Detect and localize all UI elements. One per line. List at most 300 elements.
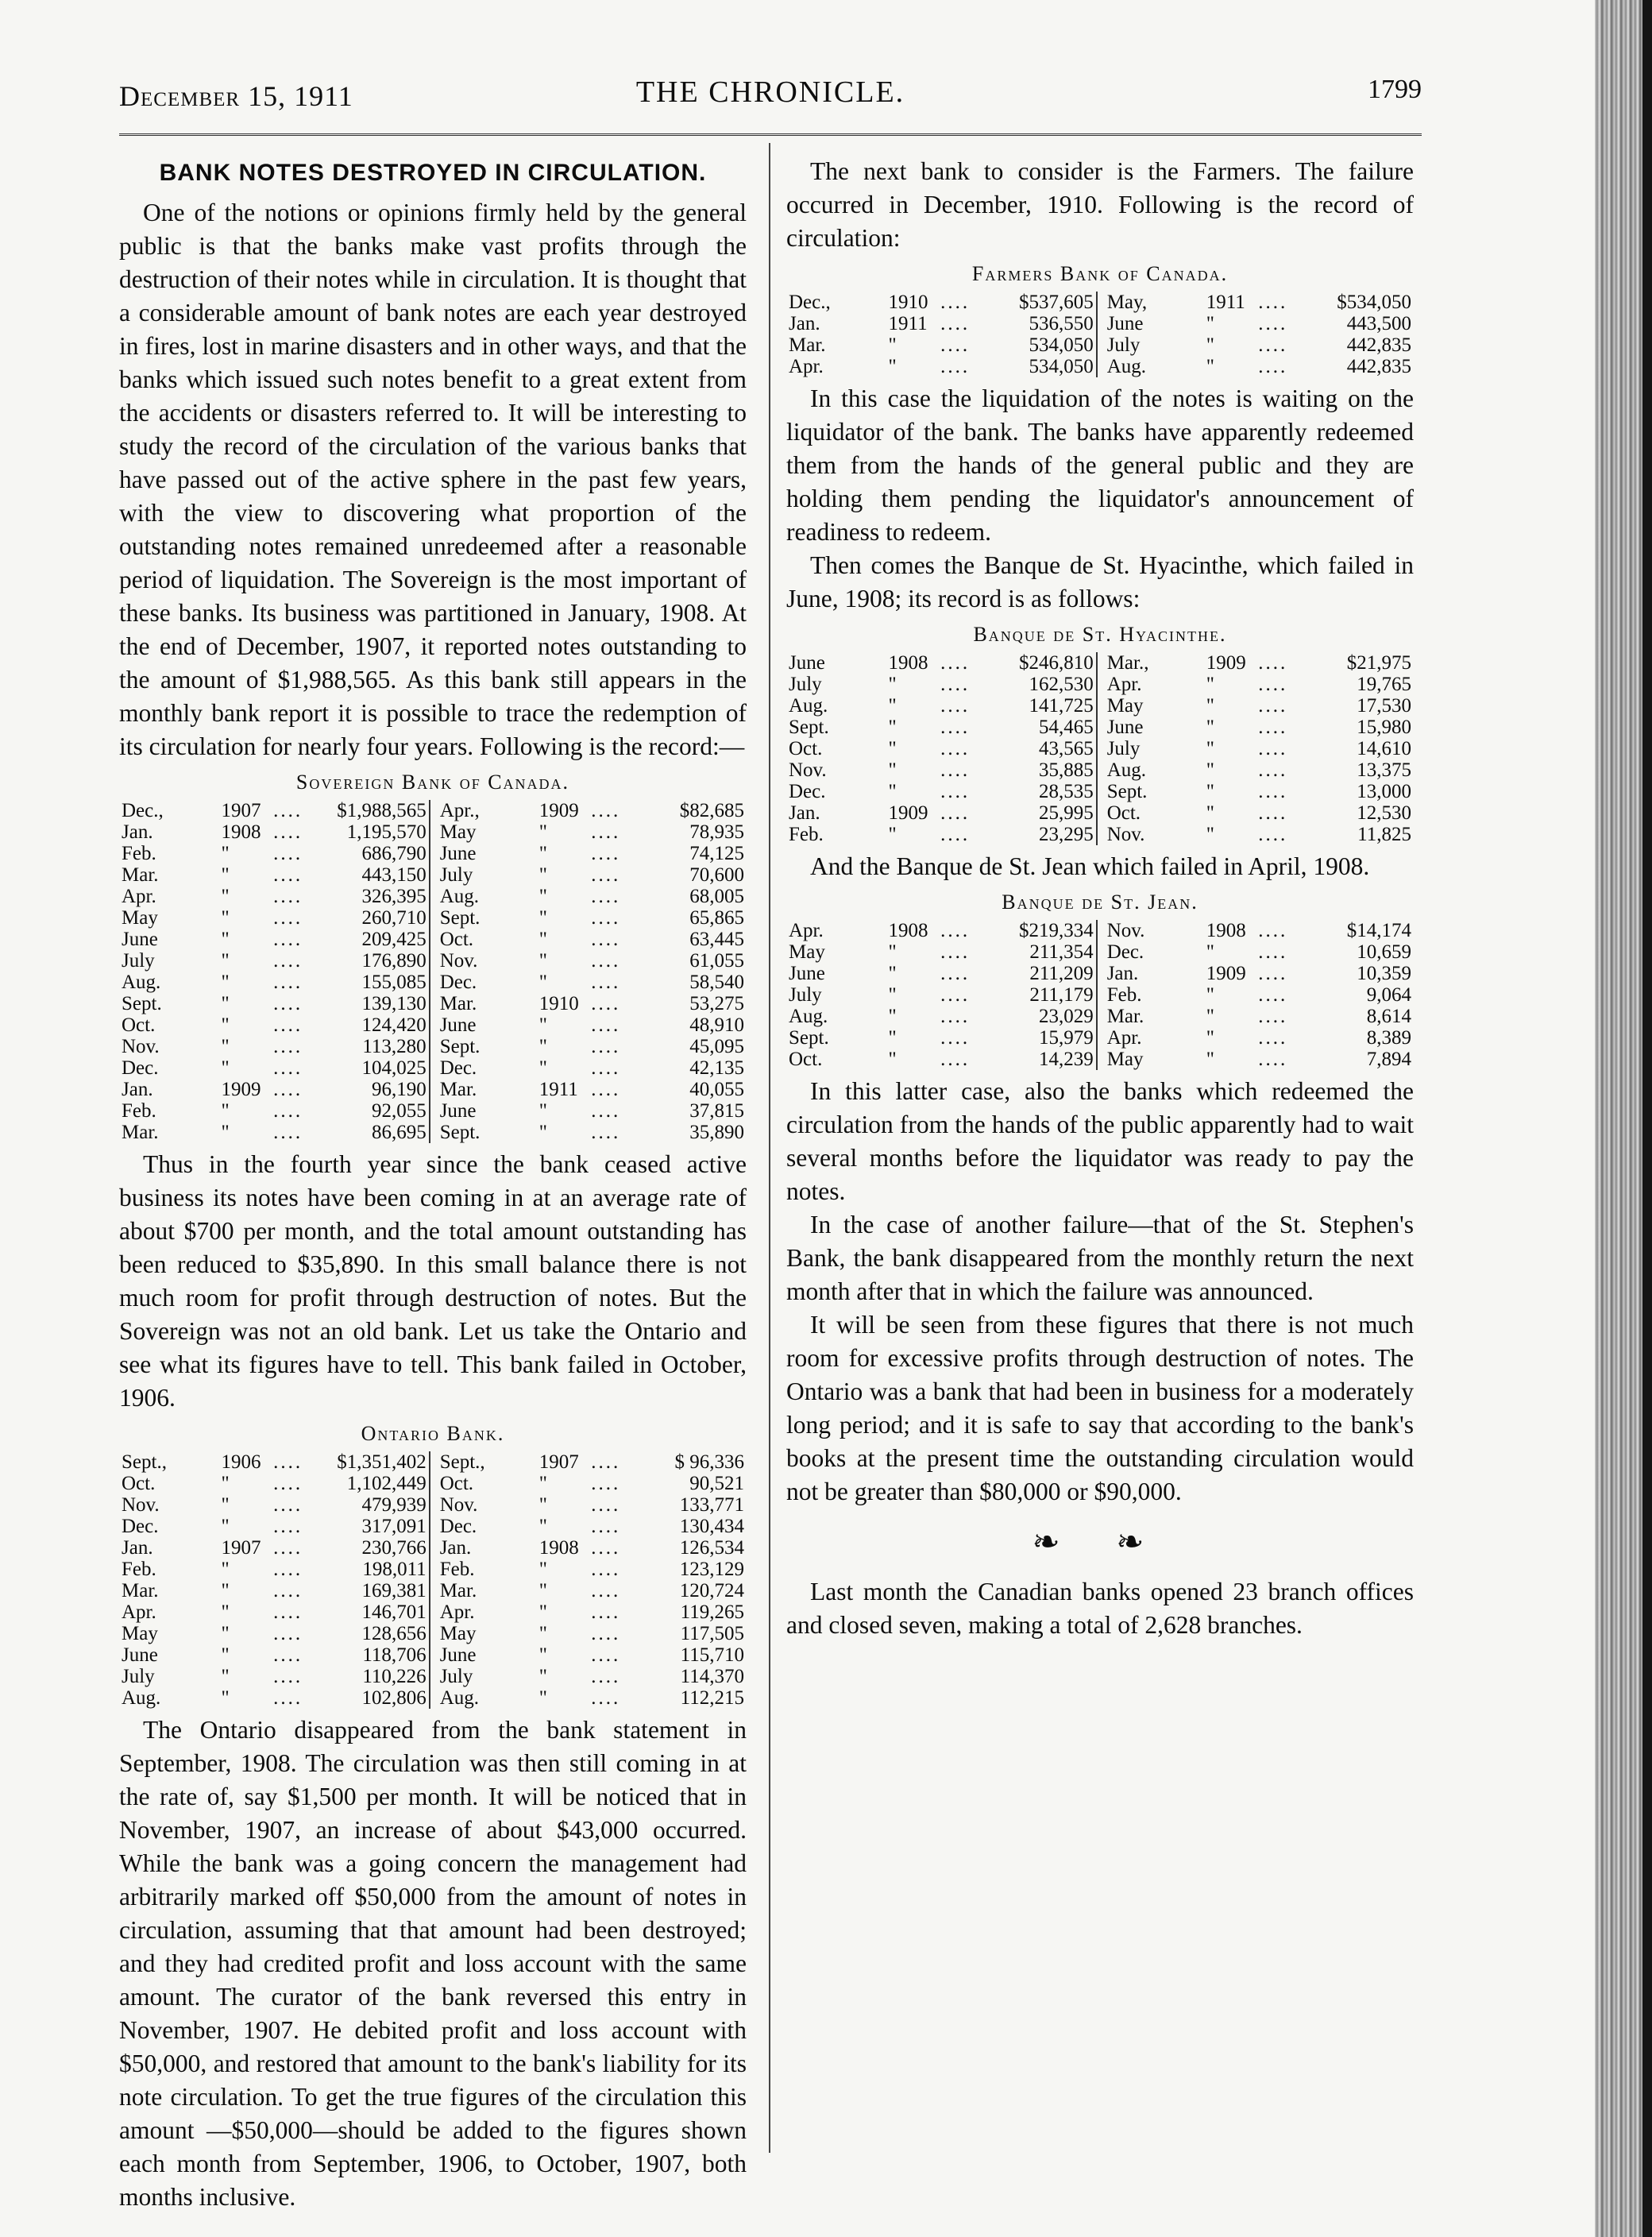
- table-cell: 104,025: [361, 1057, 427, 1079]
- table-cell: ": [221, 1516, 230, 1537]
- leader-dots: ....: [591, 972, 621, 993]
- table-row: [786, 920, 1414, 941]
- table-cell: July: [789, 984, 822, 1006]
- table-cell: June: [430, 1014, 537, 1036]
- table-cell: Aug.: [789, 695, 828, 717]
- table-cell: Aug.: [430, 886, 537, 907]
- table-cell: Apr.: [1097, 1027, 1204, 1049]
- table-cell: June: [430, 843, 537, 864]
- table-cell: 35,890: [689, 1122, 744, 1143]
- leader-dots: ....: [591, 1516, 621, 1537]
- table-cell: 115,710: [680, 1644, 744, 1666]
- leader-dots: ....: [1258, 674, 1288, 695]
- table-row: [119, 972, 747, 993]
- table-cell: ": [538, 1122, 547, 1143]
- table-cell: 1907: [221, 1537, 261, 1559]
- leader-dots: ....: [273, 1644, 303, 1666]
- table-cell: ": [888, 334, 897, 356]
- table-cell: 1906: [221, 1451, 261, 1473]
- leader-dots: ....: [273, 1580, 303, 1601]
- table-cell: ": [1206, 334, 1214, 356]
- table-cell: 139,130: [361, 993, 427, 1014]
- table-cell: 1909: [538, 800, 579, 821]
- table-cell: Nov.: [1097, 920, 1204, 941]
- table-cell: Mar.: [122, 1580, 159, 1601]
- table-row: [119, 1601, 747, 1623]
- table-cell: May: [789, 941, 825, 963]
- leader-dots: ....: [591, 929, 621, 950]
- table-cell: Sept.,: [430, 1451, 537, 1473]
- table-cell: 19,765: [1357, 674, 1411, 695]
- table-cell: Oct.: [430, 929, 537, 950]
- table-cell: Oct.: [430, 1473, 537, 1494]
- table-cell: ": [221, 1687, 230, 1709]
- table-cell: ": [538, 843, 547, 864]
- table-cell: 146,701: [361, 1601, 427, 1623]
- leader-dots: ....: [1258, 695, 1288, 717]
- table-row: [119, 1516, 747, 1537]
- table-cell: 443,150: [361, 864, 427, 886]
- table-cell: ": [1206, 984, 1214, 1006]
- table-cell: Jan.: [122, 1079, 153, 1100]
- table-cell: 1909: [888, 802, 928, 824]
- table-cell: 28,535: [1038, 781, 1094, 802]
- table-cell: ": [538, 1057, 547, 1079]
- table-cell: May: [1097, 695, 1204, 717]
- table-cell: 209,425: [361, 929, 427, 950]
- leader-dots: ....: [273, 843, 303, 864]
- table-cell: Jan.: [789, 313, 820, 334]
- table-row: [119, 1036, 747, 1057]
- table-cell: $537,605: [1018, 292, 1094, 313]
- table-cell: ": [221, 1559, 230, 1580]
- table-cell: Aug.: [430, 1687, 537, 1709]
- table-row: [119, 907, 747, 929]
- leader-dots: ....: [591, 1122, 621, 1143]
- leader-dots: ....: [940, 781, 971, 802]
- table-cell: 141,725: [1029, 695, 1094, 717]
- table-cell: 198,011: [362, 1559, 427, 1580]
- table-cell: Dec.,: [122, 800, 164, 821]
- leader-dots: ....: [591, 1494, 621, 1516]
- table-cell: ": [1206, 781, 1214, 802]
- table-row: [119, 1014, 747, 1036]
- table-cell: 1907: [221, 800, 261, 821]
- header-rule: [119, 133, 1422, 136]
- leader-dots: ....: [273, 1516, 303, 1537]
- table-ontario: [119, 1451, 747, 1709]
- table-cell: Apr.: [789, 920, 824, 941]
- table-cell: 86,695: [371, 1122, 427, 1143]
- table-cell: 260,710: [361, 907, 427, 929]
- table-cell: ": [1206, 1027, 1214, 1049]
- leader-dots: ....: [940, 1027, 971, 1049]
- leader-dots: ....: [1258, 781, 1288, 802]
- leader-dots: ....: [940, 695, 971, 717]
- table-cell: 118,706: [362, 1644, 427, 1666]
- leader-dots: ....: [273, 1473, 303, 1494]
- table-cell: 534,050: [1029, 356, 1094, 377]
- leader-dots: ....: [940, 356, 971, 377]
- table-cell: 48,910: [689, 1014, 744, 1036]
- table-cell: June: [122, 1644, 158, 1666]
- table-cell: ": [221, 1473, 230, 1494]
- table-row: [786, 738, 1414, 759]
- table-cell: 120,724: [679, 1580, 744, 1601]
- table-row: [786, 1027, 1414, 1049]
- paragraph-sovereign-summary: Thus in the fourth year since the bank ceased active business its notes have been coming in at an average rate of about $700 per month, and the total amount outstanding has been reduced to $35,890. In this small balance there is not much room for profit through destruction of notes. But the Sovereign was not an old bank. Let us take the Ontario and see what its figures have to tell. This bank failed in October, 1906.: [119, 1150, 747, 1412]
- paragraph-branch-note: Last month the Canadian banks opened 23 branch offices and closed seven, making a total of 2,628 branches.: [786, 1578, 1414, 1639]
- fleuron-ornament: ❧ ❧: [1032, 1524, 1168, 1561]
- table-cell: Nov.: [430, 1494, 537, 1516]
- table-cell: June: [430, 1644, 537, 1666]
- leader-dots: ....: [940, 963, 971, 984]
- table-cell: 113,280: [362, 1036, 427, 1057]
- leader-dots: ....: [940, 313, 971, 334]
- table-cell: Nov.: [430, 950, 537, 972]
- table-cell: 42,135: [689, 1057, 744, 1079]
- leader-dots: ....: [273, 950, 303, 972]
- leader-dots: ....: [940, 941, 971, 963]
- table-cell: ": [1206, 802, 1214, 824]
- leader-dots: ....: [591, 1666, 621, 1687]
- table-row: [786, 292, 1414, 313]
- table-cell: ": [221, 1623, 230, 1644]
- table-cell: Jan.: [789, 802, 820, 824]
- leader-dots: ....: [940, 652, 971, 674]
- table-cell: ": [888, 674, 897, 695]
- leader-dots: ....: [273, 864, 303, 886]
- leader-dots: ....: [591, 1473, 621, 1494]
- table-row: [786, 963, 1414, 984]
- leader-dots: ....: [273, 1036, 303, 1057]
- table-cell: 1908: [888, 920, 928, 941]
- table-title-sovereign: Sovereign Bank of Canada.: [295, 771, 570, 794]
- table-cell: 536,550: [1029, 313, 1094, 334]
- table-row: [119, 886, 747, 907]
- table-cell: ": [538, 1494, 547, 1516]
- table-cell: 14,610: [1357, 738, 1411, 759]
- leader-dots: ....: [1258, 356, 1288, 377]
- table-cell: 211,179: [1029, 984, 1094, 1006]
- table-row: [119, 1079, 747, 1100]
- leader-dots: ....: [273, 1666, 303, 1687]
- table-cell: Dec.: [430, 1057, 537, 1079]
- table-cell: ": [1206, 313, 1214, 334]
- table-row: [119, 864, 747, 886]
- leader-dots: ....: [940, 717, 971, 738]
- leader-dots: ....: [940, 1049, 971, 1070]
- table-cell: ": [538, 1014, 547, 1036]
- table-cell: 8,389: [1366, 1027, 1411, 1049]
- leader-dots: ....: [591, 1623, 621, 1644]
- table-row: [119, 929, 747, 950]
- table-cell: 58,540: [689, 972, 744, 993]
- table-cell: ": [538, 950, 547, 972]
- leader-dots: ....: [591, 821, 621, 843]
- table-cell: 7,894: [1366, 1049, 1411, 1070]
- table-cell: Apr.: [122, 886, 156, 907]
- table-cell: Nov.: [1097, 824, 1204, 845]
- table-cell: $219,334: [1018, 920, 1094, 941]
- table-cell: Apr.: [789, 356, 824, 377]
- leader-dots: ....: [591, 1057, 621, 1079]
- page-edge: [1595, 0, 1642, 2237]
- table-cell: May: [122, 907, 158, 929]
- table-cell: $1,351,402: [337, 1451, 427, 1473]
- table-row: [119, 1473, 747, 1494]
- table-row: [119, 1451, 747, 1473]
- table-cell: 442,835: [1346, 356, 1411, 377]
- table-cell: ": [888, 984, 897, 1006]
- paragraph-hyacinthe-intro: Then comes the Banque de St. Hyacinthe, which failed in June, 1908; its record is as follows:: [786, 551, 1414, 612]
- table-cell: Mar.: [430, 1580, 537, 1601]
- table-cell: ": [221, 843, 230, 864]
- table-row: [119, 1666, 747, 1687]
- table-cell: May: [430, 821, 537, 843]
- leader-dots: ....: [591, 1014, 621, 1036]
- table-row: [119, 1537, 747, 1559]
- table-cell: 1910: [538, 993, 579, 1014]
- leader-dots: ....: [273, 1057, 303, 1079]
- table-cell: Feb.: [1097, 984, 1204, 1006]
- table-cell: 15,980: [1357, 717, 1411, 738]
- table-cell: Jan.: [1097, 963, 1204, 984]
- leader-dots: ....: [1258, 717, 1288, 738]
- table-cell: $1,988,565: [337, 800, 427, 821]
- table-cell: ": [538, 1687, 547, 1709]
- table-cell: Dec.: [122, 1516, 159, 1537]
- table-cell: 1907: [538, 1451, 579, 1473]
- table-cell: Mar.: [430, 993, 537, 1014]
- table-cell: Dec.: [1097, 941, 1204, 963]
- table-cell: ": [888, 1027, 897, 1049]
- table-row: [786, 356, 1414, 377]
- table-cell: ": [221, 1580, 230, 1601]
- page-number: 1799: [1368, 75, 1422, 104]
- table-row: [119, 1100, 747, 1122]
- table-cell: ": [221, 972, 230, 993]
- table-cell: Aug.: [1097, 759, 1204, 781]
- leader-dots: ....: [1258, 802, 1288, 824]
- leader-dots: ....: [591, 1079, 621, 1100]
- table-row: [786, 1049, 1414, 1070]
- table-title-jean: Banque de St. Jean.: [1002, 891, 1198, 914]
- leader-dots: ....: [1258, 1049, 1288, 1070]
- table-cell: Apr.,: [430, 800, 537, 821]
- table-cell: ": [538, 1644, 547, 1666]
- table-cell: ": [221, 886, 230, 907]
- table-cell: ": [538, 864, 547, 886]
- table-cell: Feb.: [122, 843, 156, 864]
- table-jean: [786, 920, 1414, 1070]
- table-row: [786, 941, 1414, 963]
- paragraph-jean-summary: In this latter case, also the banks which redeemed the circulation from the hands of the public apparently had to wait several months before the liquidator was ready to pay the notes.: [786, 1077, 1414, 1205]
- table-cell: 1911: [1206, 292, 1245, 313]
- table-cell: $534,050: [1337, 292, 1411, 313]
- table-cell: 128,656: [361, 1623, 427, 1644]
- leader-dots: ....: [273, 1623, 303, 1644]
- table-cell: 35,885: [1038, 759, 1094, 781]
- table-cell: ": [1206, 1006, 1214, 1027]
- table-row: [786, 695, 1414, 717]
- leader-dots: ....: [940, 1006, 971, 1027]
- table-cell: ": [538, 1559, 547, 1580]
- table-cell: 317,091: [361, 1516, 427, 1537]
- table-cell: 61,055: [689, 950, 744, 972]
- table-cell: ": [888, 781, 897, 802]
- table-cell: Mar.: [122, 1122, 159, 1143]
- table-cell: 8,614: [1366, 1006, 1411, 1027]
- table-cell: ": [538, 886, 547, 907]
- table-cell: Feb.: [789, 824, 824, 845]
- table-cell: Mar.: [430, 1079, 537, 1100]
- table-cell: ": [888, 356, 897, 377]
- leader-dots: ....: [273, 1451, 303, 1473]
- table-row: [786, 802, 1414, 824]
- leader-dots: ....: [1258, 738, 1288, 759]
- table-cell: 25,995: [1038, 802, 1094, 824]
- table-cell: ": [1206, 356, 1214, 377]
- leader-dots: ....: [1258, 652, 1288, 674]
- table-cell: ": [221, 907, 230, 929]
- leader-dots: ....: [940, 920, 971, 941]
- leader-dots: ....: [940, 292, 971, 313]
- leader-dots: ....: [591, 1580, 621, 1601]
- table-cell: May,: [1097, 292, 1204, 313]
- leader-dots: ....: [940, 824, 971, 845]
- table-cell: 10,659: [1357, 941, 1411, 963]
- table-cell: 65,865: [689, 907, 744, 929]
- table-cell: 176,890: [361, 950, 427, 972]
- table-cell: Nov.: [122, 1494, 160, 1516]
- table-cell: Dec.: [789, 781, 826, 802]
- table-row: [119, 821, 747, 843]
- paragraph-conclusion: It will be seen from these figures that there is not much room for excessive profits through destruction of notes. The Ontario was a bank that had been in business for a moderately long period; and it is safe to say that according to the bank's books at the present time the outstanding circulation would not be greater than $80,000 or $90,000.: [786, 1311, 1414, 1505]
- leader-dots: ....: [591, 1601, 621, 1623]
- table-cell: Sept.,: [122, 1451, 167, 1473]
- table-cell: 14,239: [1038, 1049, 1094, 1070]
- table-cell: Sept.: [430, 1122, 537, 1143]
- table-cell: 74,125: [689, 843, 744, 864]
- column-divider: [769, 143, 770, 2153]
- table-cell: Oct.: [1097, 802, 1204, 824]
- leader-dots: ....: [940, 984, 971, 1006]
- table-row: [119, 843, 747, 864]
- table-cell: 169,381: [361, 1580, 427, 1601]
- table-cell: ": [888, 695, 897, 717]
- table-cell: June: [430, 1100, 537, 1122]
- table-cell: 230,766: [361, 1537, 427, 1559]
- table-cell: $21,975: [1346, 652, 1411, 674]
- table-cell: 211,354: [1029, 941, 1094, 963]
- table-cell: 63,445: [689, 929, 744, 950]
- table-row: [786, 313, 1414, 334]
- table-cell: June: [789, 963, 825, 984]
- table-cell: 114,370: [680, 1666, 744, 1687]
- table-cell: ": [1206, 674, 1214, 695]
- table-cell: 78,935: [689, 821, 744, 843]
- table-cell: July: [122, 950, 155, 972]
- table-cell: July: [789, 674, 822, 695]
- table-hyacinthe: [786, 652, 1414, 845]
- table-cell: ": [221, 1494, 230, 1516]
- table-cell: Dec.: [122, 1057, 159, 1079]
- table-cell: 15,979: [1038, 1027, 1094, 1049]
- table-cell: $14,174: [1346, 920, 1411, 941]
- table-cell: 1908: [221, 821, 261, 843]
- table-cell: 13,375: [1357, 759, 1411, 781]
- leader-dots: ....: [1258, 313, 1288, 334]
- table-cell: Apr.: [430, 1601, 537, 1623]
- table-row: [786, 652, 1414, 674]
- table-cell: May: [122, 1623, 158, 1644]
- table-cell: 9,064: [1366, 984, 1411, 1006]
- table-cell: Feb.: [430, 1559, 537, 1580]
- leader-dots: ....: [1258, 1027, 1288, 1049]
- table-row: [119, 993, 747, 1014]
- table-cell: $246,810: [1018, 652, 1094, 674]
- table-cell: Feb.: [122, 1100, 156, 1122]
- leader-dots: ....: [273, 800, 303, 821]
- table-cell: 90,521: [689, 1473, 744, 1494]
- leader-dots: ....: [591, 907, 621, 929]
- table-cell: 1911: [538, 1079, 578, 1100]
- leader-dots: ....: [273, 1494, 303, 1516]
- table-cell: 686,790: [361, 843, 427, 864]
- table-cell: 1,195,570: [346, 821, 427, 843]
- table-cell: 1908: [538, 1537, 579, 1559]
- table-row: [119, 1057, 747, 1079]
- table-cell: 96,190: [371, 1079, 427, 1100]
- table-cell: ": [538, 1100, 547, 1122]
- leader-dots: ....: [1258, 759, 1288, 781]
- table-cell: ": [888, 717, 897, 738]
- table-cell: ": [1206, 717, 1214, 738]
- paragraph-jean-intro: And the Banque de St. Jean which failed in April, 1908.: [810, 852, 1370, 880]
- table-row: [119, 1559, 747, 1580]
- table-sovereign: [119, 800, 747, 1143]
- table-cell: 124,420: [361, 1014, 427, 1036]
- table-title-ontario: Ontario Bank.: [361, 1422, 505, 1445]
- table-cell: July: [430, 864, 537, 886]
- table-cell: Sept.: [789, 1027, 829, 1049]
- table-row: [786, 334, 1414, 356]
- table-cell: 162,530: [1029, 674, 1094, 695]
- leader-dots: ....: [591, 843, 621, 864]
- article-headline: BANK NOTES DESTROYED IN CIRCULATION.: [159, 160, 707, 186]
- table-cell: 1,102,449: [346, 1473, 427, 1494]
- leader-dots: ....: [273, 1601, 303, 1623]
- table-cell: Aug.: [1097, 356, 1204, 377]
- table-cell: ": [538, 1623, 547, 1644]
- table-cell: Oct.: [789, 1049, 823, 1070]
- leader-dots: ....: [273, 929, 303, 950]
- table-farmers: [786, 292, 1414, 377]
- paragraph-farmers-liquidation: In this case the liquidation of the notes is waiting on the liquidator of the bank. The banks have apparently redeemed them from the hands of the general public and they are holding them pending the liquidator's announcement of readiness to redeem.: [786, 384, 1414, 546]
- table-cell: 117,505: [680, 1623, 744, 1644]
- table-cell: Jan.: [430, 1537, 537, 1559]
- table-cell: 126,534: [679, 1537, 744, 1559]
- table-cell: Jan.: [122, 821, 153, 843]
- table-cell: $82,685: [679, 800, 744, 821]
- paragraph-st-stephen: In the case of another failure—that of the St. Stephen's Bank, the bank disappeared from the monthly return the next month after that in which the failure was announced.: [786, 1211, 1414, 1305]
- table-cell: 130,434: [679, 1516, 744, 1537]
- table-cell: Sept.: [430, 907, 537, 929]
- table-cell: ": [221, 1014, 230, 1036]
- table-cell: 479,939: [361, 1494, 427, 1516]
- table-row: [786, 1006, 1414, 1027]
